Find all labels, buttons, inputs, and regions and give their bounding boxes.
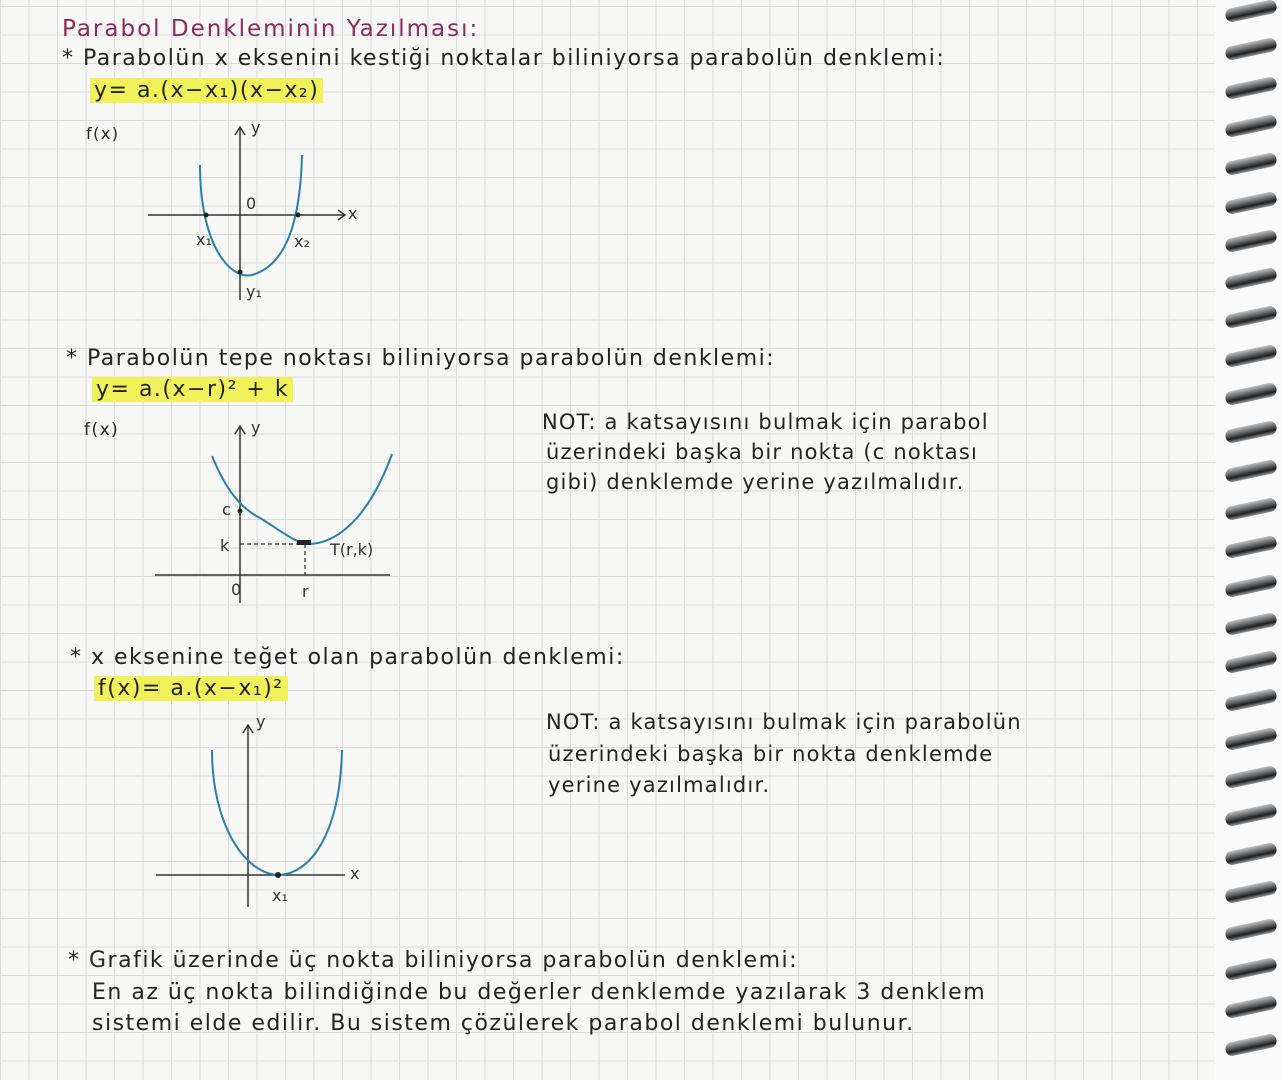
spiral-ring-icon — [1224, 114, 1278, 139]
c-point — [238, 509, 243, 514]
section-1-formula: y= a.(x−x₁)(x−x₂) — [90, 78, 323, 103]
graph-3 — [150, 715, 380, 915]
vertex-point — [297, 540, 311, 545]
section-1-heading: * Parabolün x eksenini kestiği noktalar biliniyorsa parabolün denklemi: — [62, 46, 946, 71]
graph-1-x2-label: x₂ — [294, 232, 310, 251]
spiral-ring-icon — [1224, 152, 1278, 177]
graph-1-y1-label: y₁ — [246, 282, 262, 301]
graph-1-y-label: y — [251, 118, 261, 137]
spiral-ring-icon — [1224, 0, 1278, 23]
graph-1-origin-label: 0 — [246, 194, 257, 213]
spiral-ring-icon — [1224, 497, 1278, 522]
page-title: Parabol Denkleminin Yazılması: — [62, 16, 480, 42]
spiral-ring-icon — [1224, 343, 1278, 368]
spiral-ring-icon — [1224, 995, 1278, 1020]
section-2-formula: y= a.(x−r)² + k — [92, 377, 293, 402]
section-2-heading: * Parabolün tepe noktası biliniyorsa parabolün denklemi: — [66, 346, 776, 371]
spiral-ring-icon — [1224, 458, 1278, 483]
tangent-point — [275, 872, 281, 878]
graph-2-vertex-label: T(r,k) — [330, 540, 374, 559]
graph-2-c-label: c — [222, 500, 231, 519]
spiral-ring-icon — [1224, 841, 1278, 866]
graph-2-origin-label: 0 — [231, 580, 242, 599]
spiral-ring-icon — [1224, 918, 1278, 943]
spiral-ring-icon — [1224, 37, 1278, 62]
section-4-heading: * Grafik üzerinde üç nokta biliniyorsa parabolün denklemi: — [68, 948, 799, 973]
graph-1-x-label: x — [348, 204, 358, 223]
spiral-ring-icon — [1224, 612, 1278, 637]
y-intercept-point — [238, 270, 243, 275]
graph-2-y-label: y — [251, 418, 261, 437]
section-2-fx-label: f(x) — [84, 420, 120, 440]
spiral-ring-icon — [1224, 382, 1278, 407]
graph-1-x1-label: x₁ — [196, 230, 212, 249]
section-4-body-line-2: sistemi elde edilir. Bu sistem çözülerek parabol denklemi bulunur. — [92, 1011, 915, 1036]
spiral-ring-icon — [1224, 75, 1278, 100]
spiral-ring-icon — [1224, 305, 1278, 330]
section-4-body-line-1: En az üç nokta bilindiğinde bu değerler denklemde yazılarak 3 denklem — [92, 980, 987, 1005]
root-x1-point — [204, 213, 209, 218]
section-2-note-line-3: gibi) denklemde yerine yazılmalıdır. — [546, 470, 965, 494]
parabola-curve — [212, 750, 342, 875]
root-x2-point — [296, 213, 301, 218]
section-3-heading: * x eksenine teğet olan parabolün denklemi: — [70, 645, 625, 670]
parabola-curve — [212, 454, 392, 544]
section-2-note-line-1: NOT: a katsayısını bulmak için parabol — [542, 410, 989, 434]
section-1-fx-label: f(x) — [86, 124, 120, 143]
spiral-ring-icon — [1224, 190, 1278, 215]
spiral-ring-icon — [1224, 420, 1278, 445]
section-3-note-line-3: yerine yazılmalıdır. — [548, 773, 771, 797]
spiral-ring-icon — [1224, 1033, 1278, 1058]
spiral-ring-icon — [1224, 956, 1278, 981]
spiral-ring-icon — [1224, 650, 1278, 675]
section-2-note-line-2: üzerindeki başka bir nokta (c noktası — [546, 440, 979, 464]
graph-3-x1-label: x₁ — [272, 886, 288, 905]
spiral-binding — [1215, 0, 1281, 1080]
spiral-ring-icon — [1224, 765, 1278, 790]
spiral-ring-icon — [1224, 726, 1278, 751]
spiral-ring-icon — [1224, 229, 1278, 254]
section-3-note-line-2: üzerindeki başka bir nokta denklemde — [548, 742, 994, 766]
section-3-note-line-1: NOT: a katsayısını bulmak için parabolün — [546, 710, 1022, 734]
graph-3-x-label: x — [350, 864, 360, 883]
spiral-ring-icon — [1224, 573, 1278, 598]
graph-2-k-label: k — [220, 536, 230, 555]
spiral-ring-icon — [1224, 267, 1278, 292]
graph-2 — [150, 418, 410, 608]
graph-1 — [140, 115, 380, 310]
spiral-ring-icon — [1224, 688, 1278, 713]
spiral-ring-icon — [1224, 880, 1278, 905]
graph-2-r-label: r — [302, 582, 309, 601]
spiral-ring-icon — [1224, 803, 1278, 828]
section-3-formula: f(x)= a.(x−x₁)² — [94, 676, 288, 701]
graph-3-y-label: y — [256, 712, 266, 731]
spiral-ring-icon — [1224, 535, 1278, 560]
